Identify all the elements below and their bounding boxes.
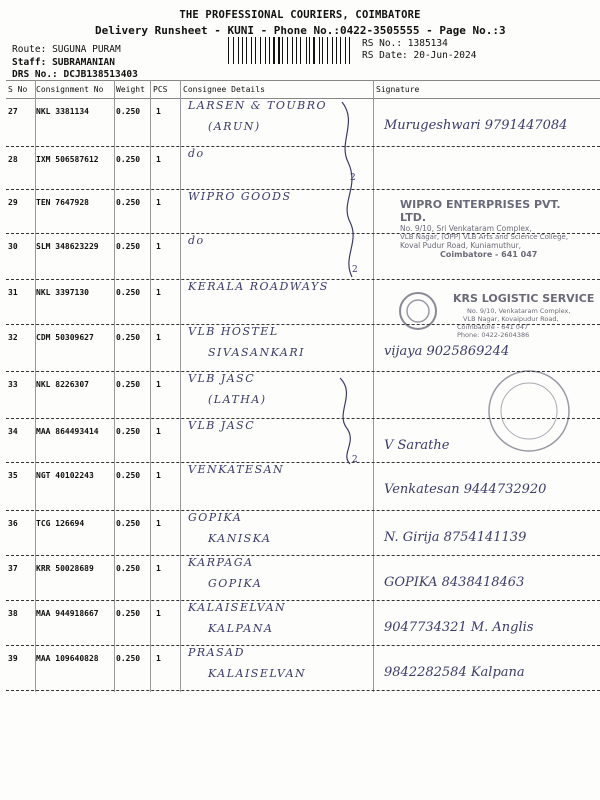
consignee-detail: GOPIKA <box>208 577 263 590</box>
consignee-name: do <box>188 147 205 160</box>
rs-no-value: 1385134 <box>407 38 448 49</box>
row-consignment: CDM 50309627 <box>36 333 94 342</box>
consignee-detail: (LATHA) <box>208 393 267 406</box>
consignee-detail: KALPANA <box>208 622 274 635</box>
consignee-detail: KANISKA <box>208 532 272 545</box>
row-divider <box>6 600 600 601</box>
consignee-name: do <box>188 234 205 247</box>
row-weight: 0.250 <box>116 654 141 663</box>
consignee-name: LARSEN & TOUBRO <box>188 99 328 112</box>
consignee-name: KERALA ROADWAYS <box>188 280 329 293</box>
runsheet-title: Delivery Runsheet - KUNI - Phone No.:0422-3505555 - Page No.:3 <box>95 24 506 37</box>
consignee-name: PRASAD <box>188 646 245 659</box>
col-signature: Signature <box>376 85 420 94</box>
staff-line <box>12 57 115 68</box>
row-divider <box>6 371 600 372</box>
row-sno: 36 <box>8 519 18 528</box>
row-pcs: 1 <box>156 471 161 480</box>
row-sno: 33 <box>8 380 18 389</box>
row-weight: 0.250 <box>116 564 141 573</box>
row-divider <box>6 324 600 325</box>
row-weight: 0.250 <box>116 288 141 297</box>
barcode <box>228 37 354 64</box>
krs-stamp-addr3: Coimbatore - 641 047 <box>457 323 529 331</box>
row-divider <box>6 418 600 419</box>
row-weight: 0.250 <box>116 380 141 389</box>
row-weight: 0.250 <box>116 198 141 207</box>
row-sno: 35 <box>8 471 18 480</box>
wipro-stamp-addr1: No. 9/10, Sri Venkataram Complex, <box>400 224 532 233</box>
row-consignment: KRR 50028689 <box>36 564 94 573</box>
row-pcs: 1 <box>156 198 161 207</box>
krs-stamp-title: KRS LOGISTIC SERVICE <box>453 292 595 305</box>
row-pcs: 1 <box>156 654 161 663</box>
row-pcs: 1 <box>156 242 161 251</box>
wipro-stamp-title: WIPRO ENTERPRISES PVT. LTD. <box>400 198 561 224</box>
row-weight: 0.250 <box>116 242 141 251</box>
signature: Venkatesan 9444732920 <box>384 482 547 497</box>
signature: N. Girija 8754141139 <box>384 530 527 545</box>
svg-text:2: 2 <box>352 265 358 275</box>
row-pcs: 1 <box>156 288 161 297</box>
drs-value: DCJB138513403 <box>63 69 138 80</box>
rs-date-line <box>362 50 476 61</box>
drs-label: DRS No.: <box>12 69 58 80</box>
col-consignment: Consignment No <box>36 85 104 94</box>
row-pcs: 1 <box>156 155 161 164</box>
row-sno: 37 <box>8 564 18 573</box>
signature: Murugeshwari 9791447084 <box>384 118 568 133</box>
wipro-stamp-addr4: Coimbatore - 641 047 <box>440 250 538 259</box>
krs-stamp-addr2: VLB Nagar, Kovaipudur Road, <box>463 315 559 323</box>
row-divider <box>6 189 600 190</box>
row-sno: 30 <box>8 242 18 251</box>
svg-text:2: 2 <box>352 455 358 465</box>
wipro-stamp <box>400 198 590 259</box>
consignee-detail: SIVASANKARI <box>208 346 305 359</box>
wipro-stamp-addr3: Koval Pudur Road, Kuniamuthur, <box>400 241 522 250</box>
row-divider <box>6 690 600 691</box>
bracket-mark <box>330 92 370 282</box>
col-pcs: PCS <box>153 85 168 94</box>
round-seal <box>486 368 572 454</box>
krs-stamp <box>397 290 597 340</box>
consignee-name: KARPAGA <box>188 556 254 569</box>
col-sno: S No <box>8 85 28 94</box>
krs-stamp-phone: Phone: 0422-2604386 <box>457 331 530 339</box>
signature: vijaya 9025869244 <box>384 344 510 359</box>
row-sno: 34 <box>8 427 18 436</box>
row-pcs: 1 <box>156 107 161 116</box>
company-title: THE PROFESSIONAL COURIERS, COIMBATORE <box>179 9 421 21</box>
row-consignment: SLM 348623229 <box>36 242 99 251</box>
rs-date-label: RS Date: <box>362 50 408 61</box>
row-consignment: NKL 3397130 <box>36 288 89 297</box>
signature: V Sarathe <box>384 438 450 453</box>
row-weight: 0.250 <box>116 333 141 342</box>
row-sno: 32 <box>8 333 18 342</box>
row-sno: 38 <box>8 609 18 618</box>
route-value: SUGUNA PURAM <box>52 44 121 55</box>
row-weight: 0.250 <box>116 519 141 528</box>
consignee-name: GOPIKA <box>188 511 243 524</box>
row-consignment: IXM 506587612 <box>36 155 99 164</box>
row-consignment: TCG 126694 <box>36 519 85 528</box>
consignee-name: VLB HOSTEL <box>188 325 279 338</box>
staff-value: SUBRAMANIAN <box>52 57 115 68</box>
route-line <box>12 44 121 55</box>
row-consignment: NGT 40102243 <box>36 471 94 480</box>
row-sno: 31 <box>8 288 18 297</box>
row-sno: 39 <box>8 654 18 663</box>
row-weight: 0.250 <box>116 609 141 618</box>
table-header <box>6 80 600 98</box>
consignee-name: KALAISELVAN <box>188 601 287 614</box>
consignee-name: VLB JASC <box>188 372 256 385</box>
row-divider <box>6 510 600 511</box>
signature: 9842282584 Kalpana <box>384 665 525 680</box>
row-pcs: 1 <box>156 564 161 573</box>
row-divider <box>6 462 600 463</box>
row-consignment: MAA 864493414 <box>36 427 99 436</box>
drs-line <box>12 69 138 80</box>
consignee-detail: (ARUN) <box>208 120 261 133</box>
col-consignee: Consignee Details <box>183 85 265 94</box>
row-consignment: NKL 8226307 <box>36 380 89 389</box>
row-weight: 0.250 <box>116 427 141 436</box>
signature: GOPIKA 8438418463 <box>384 575 525 590</box>
rs-date-value: 20-Jun-2024 <box>413 50 477 61</box>
row-divider <box>6 555 600 556</box>
row-consignment: TEN 7647928 <box>36 198 89 207</box>
krs-stamp-addr1: No. 9/10, Venkataram Complex, <box>467 307 571 315</box>
row-pcs: 1 <box>156 380 161 389</box>
consignee-name: WIPRO GOODS <box>188 190 292 203</box>
consignee-name: VLB JASC <box>188 419 256 432</box>
signature: 9047734321 M. Anglis <box>384 620 534 635</box>
row-pcs: 1 <box>156 609 161 618</box>
svg-text:2: 2 <box>350 173 356 183</box>
rs-no-label: RS No.: <box>362 38 403 49</box>
row-weight: 0.250 <box>116 155 141 164</box>
consignee-detail: KALAISELVAN <box>208 667 307 680</box>
route-label: Route: <box>12 44 47 55</box>
row-pcs: 1 <box>156 519 161 528</box>
row-consignment: NKL 3381134 <box>36 107 89 116</box>
row-pcs: 1 <box>156 333 161 342</box>
row-divider <box>6 233 600 234</box>
row-weight: 0.250 <box>116 471 141 480</box>
row-consignment: MAA 109640828 <box>36 654 99 663</box>
row-sno: 27 <box>8 107 18 116</box>
row-divider <box>6 645 600 646</box>
row-consignment: MAA 944918667 <box>36 609 99 618</box>
row-sno: 29 <box>8 198 18 207</box>
row-divider <box>6 146 600 147</box>
staff-label: Staff: <box>12 57 47 68</box>
row-sno: 28 <box>8 155 18 164</box>
row-pcs: 1 <box>156 427 161 436</box>
wipro-stamp-addr2: VLB Nagar, (OPP) VLB Arts and Science College, <box>400 233 569 241</box>
bracket-mark <box>330 372 370 468</box>
col-weight: Weight <box>116 85 145 94</box>
row-weight: 0.250 <box>116 107 141 116</box>
rs-no-line <box>362 38 448 49</box>
krs-stamp-logo <box>397 290 439 332</box>
consignee-name: VENKATESAN <box>188 463 285 476</box>
